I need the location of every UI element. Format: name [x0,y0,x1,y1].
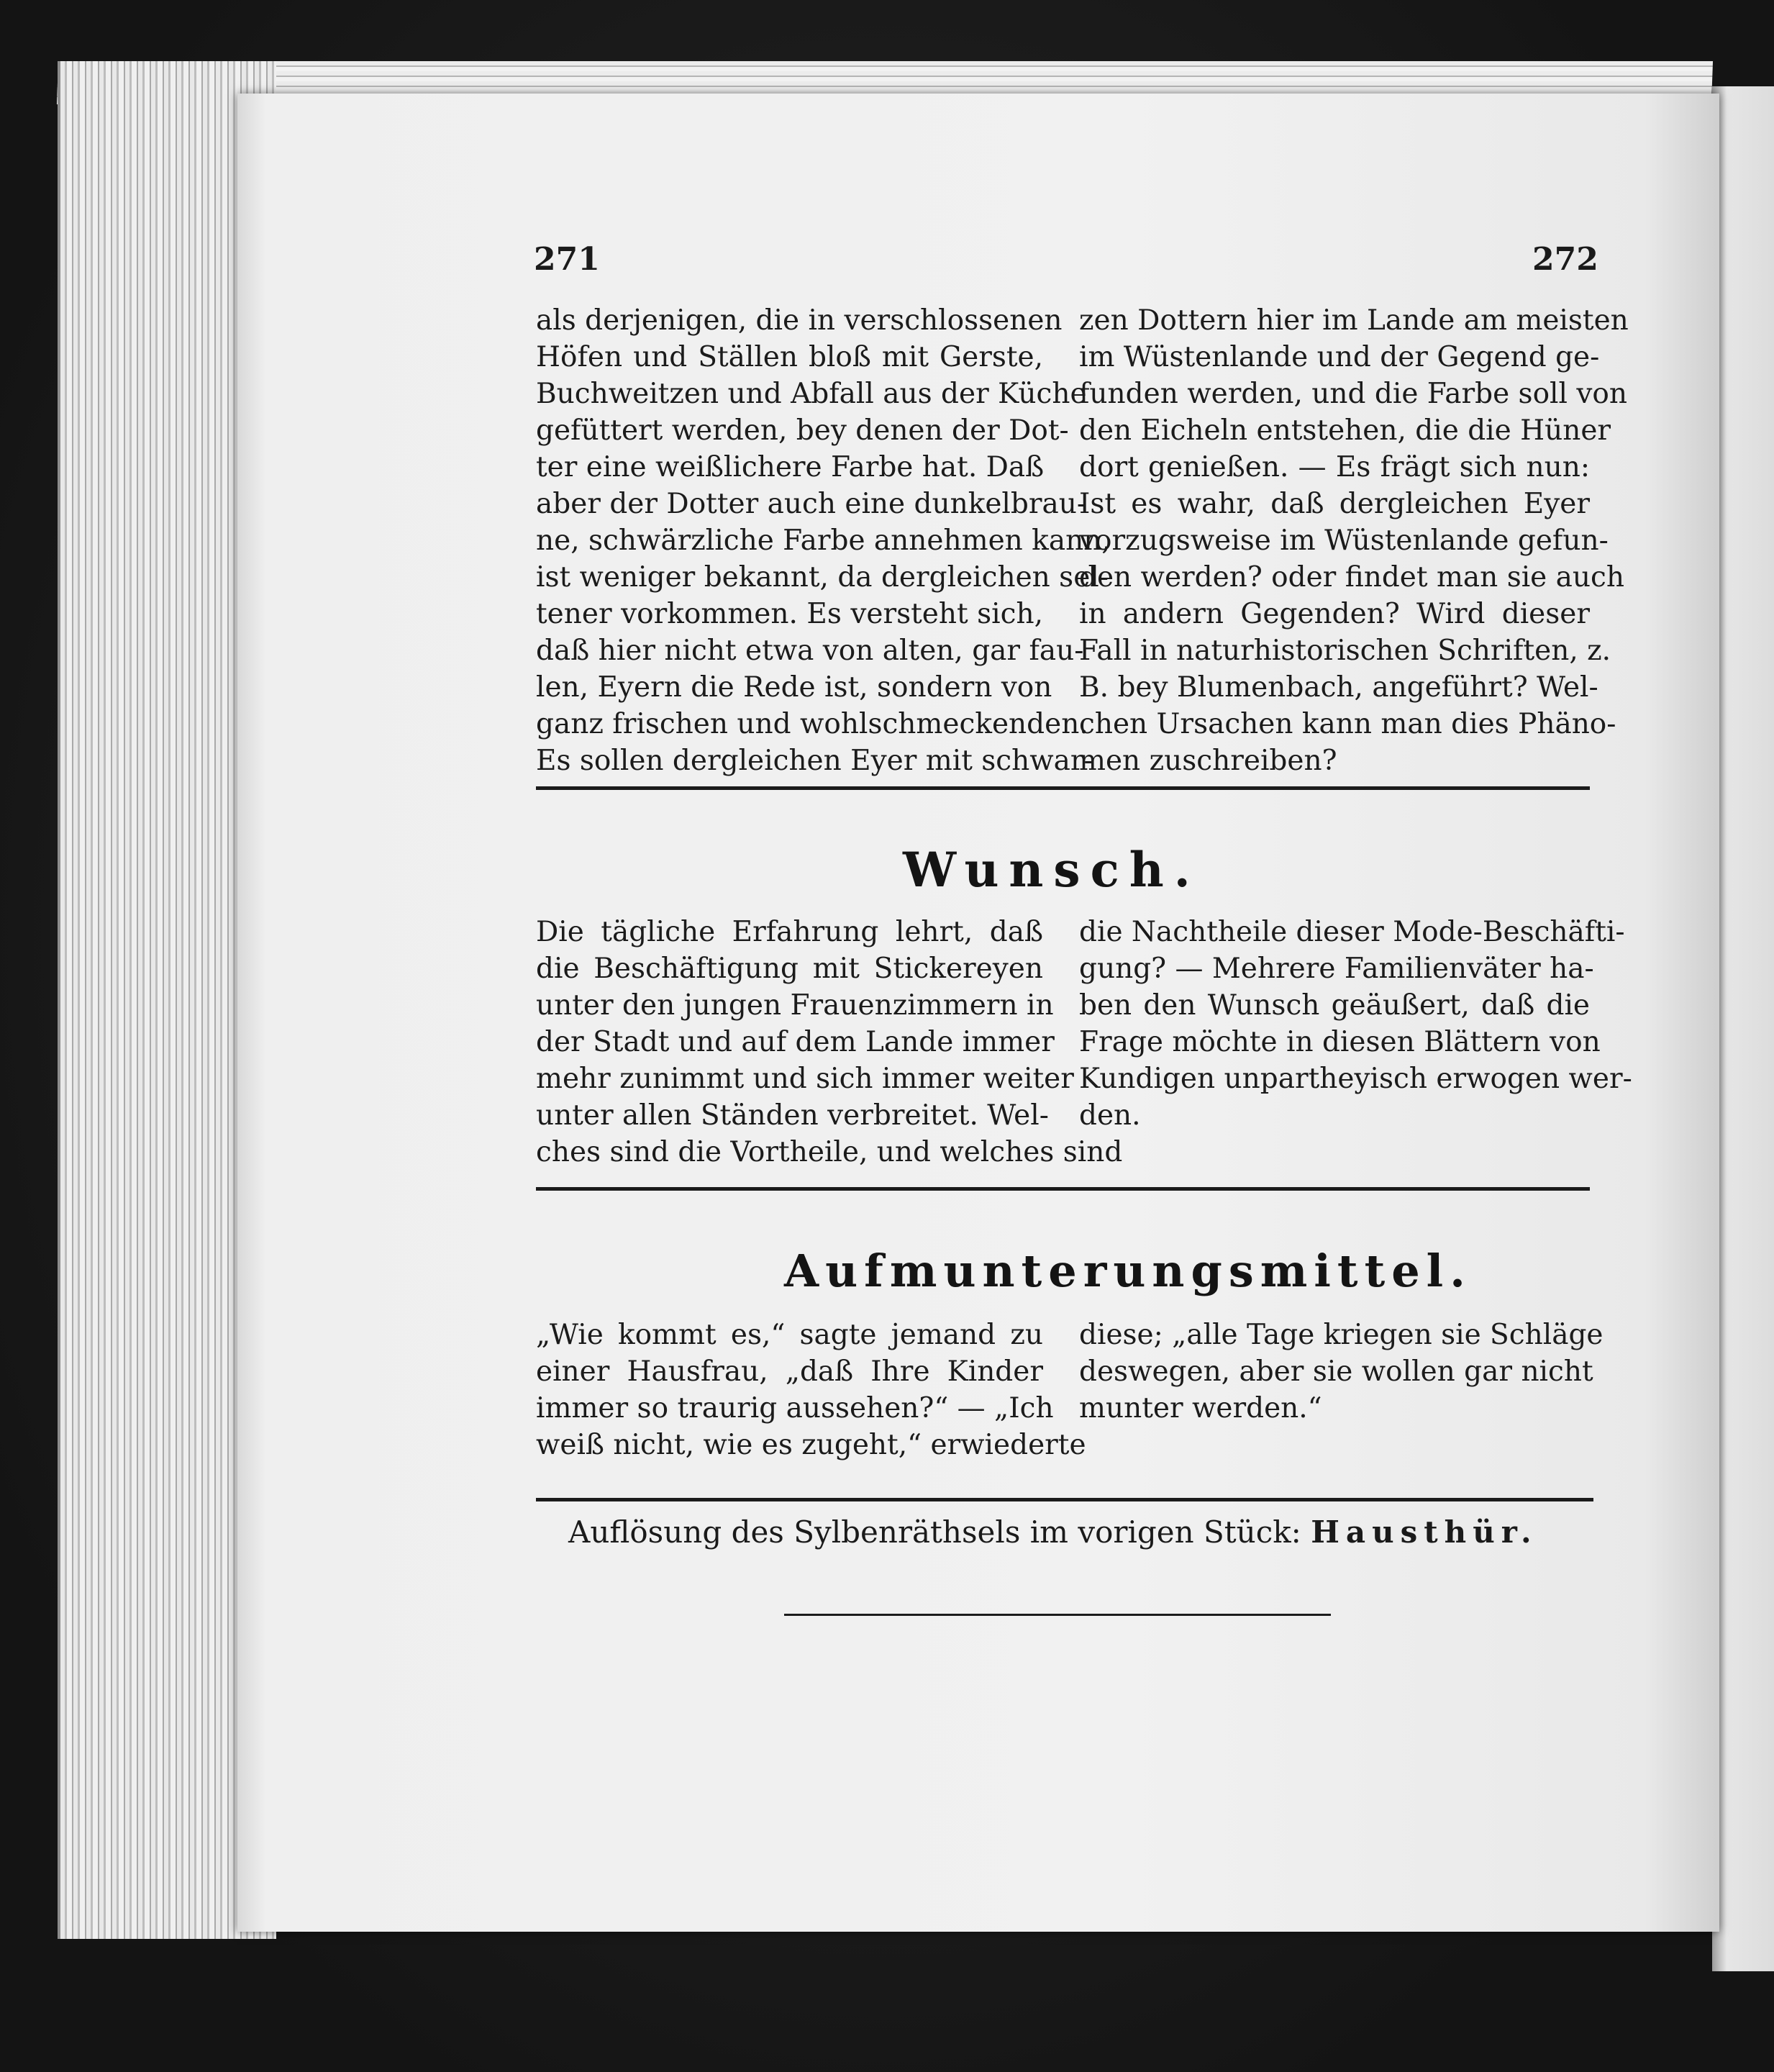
text-line: Buchweitzen und Abfall aus der Küche [536,378,1087,410]
text-line: ches sind die Vortheile, und welches sind [536,1136,1123,1168]
text-line: ist weniger bekannt, da dergleichen sel- [536,561,1109,594]
riddle-answer-solution: Hausthür. [1311,1514,1538,1550]
text-line: die Beschäftigung mit Stickereyen [536,953,1043,985]
intro-column-left [536,302,1111,779]
text-line: immer so traurig aussehen?“ — „Ich [536,1392,1054,1424]
text-line: diese; „alle Tage kriegen sie Schläge [1079,1319,1604,1351]
text-line: daß hier nicht etwa von alten, gar fau- [536,635,1084,667]
end-rule [784,1614,1331,1616]
wunsch-column-left [536,914,1123,1171]
text-line: den Eicheln entstehen, die die Hüner [1079,414,1611,447]
text-line: der Stadt und auf dem Lande immer [536,1026,1055,1058]
text-line: gung? — Mehrere Familienväter ha- [1079,953,1594,985]
text-line: „Wie kommt es,“ sagte jemand zu [536,1319,1043,1351]
text-line: als derjenigen, die in verschlossenen [536,304,1063,337]
text-line: Die tägliche Erfahrung lehrt, daß [536,916,1043,948]
text-line: dort genießen. — Es frägt sich nun: [1079,451,1590,483]
text-line: ganz frischen und wohlschmeckenden. [536,708,1088,740]
text-line: Fall in naturhistorischen Schriften, z. [1079,635,1611,667]
section-divider [536,1187,1590,1191]
text-line: Höfen und Ställen bloß mit Gerste, [536,341,1043,373]
intro-column-right [1079,302,1629,779]
page-number-right: 272 [1532,241,1598,278]
text-line: len, Eyern die Rede ist, sondern von [536,671,1052,704]
text-line: chen Ursachen kann man dies Phäno- [1079,708,1616,740]
text-line: B. bey Blumenbach, angeführt? Wel- [1079,671,1598,704]
text-line: die Nachtheile dieser Mode-Beschäfti- [1079,916,1625,948]
wunsch-column-right [1079,914,1632,1134]
text-line: ter eine weißlichere Farbe hat. Daß [536,451,1045,483]
text-line: unter allen Ständen verbreitet. Wel- [536,1099,1049,1132]
text-line: gefüttert werden, bey denen der Dot- [536,414,1069,447]
aufmunterung-column-left [536,1317,1086,1463]
text-line: tener vorkommen. Es versteht sich, [536,598,1043,630]
text-line: deswegen, aber sie wollen gar nicht [1079,1355,1593,1388]
page-number-left: 271 [534,241,600,278]
text-line: munter werden.“ [1079,1392,1322,1424]
text-line: zen Dottern hier im Lande am meisten [1079,304,1629,337]
text-line: einer Hausfrau, „daß Ihre Kinder [536,1355,1043,1388]
text-line: aber der Dotter auch eine dunkelbrau- [536,488,1087,520]
section-heading-wunsch: Wunsch. [903,842,1201,898]
riddle-answer-prefix: Auflösung des Sylbenräthsels im vorigen Stück: [568,1514,1301,1550]
text-line: ben den Wunsch geäußert, daß die [1079,989,1590,1022]
text-line: Es sollen dergleichen Eyer mit schwar- [536,745,1093,777]
text-line: Kundigen unpartheyisch erwogen wer- [1079,1063,1632,1095]
section-divider [536,786,1590,790]
text-line: den. [1079,1099,1141,1132]
text-line: Frage möchte in diesen Blättern von [1079,1026,1601,1058]
text-line: ne, schwärzliche Farbe annehmen kann, [536,524,1111,557]
text-line: vorzugsweise im Wüstenlande gefun- [1079,524,1609,557]
next-page-edge [1712,86,1774,1971]
text-line: weiß nicht, wie es zugeht,“ erwiederte [536,1429,1086,1461]
text-line: den werden? oder findet man sie auch [1079,561,1624,594]
text-line: funden werden, und die Farbe soll von [1079,378,1628,410]
riddle-answer-line [568,1514,1538,1550]
section-divider [536,1498,1593,1501]
aufmunterung-column-right [1079,1317,1604,1427]
text-line: unter den jungen Frauenzimmern in [536,989,1054,1022]
text-line: im Wüstenlande und der Gegend ge- [1079,341,1600,373]
section-heading-aufmunterungsmittel: Aufmunterungsmittel. [784,1245,1472,1297]
text-line: in andern Gegenden? Wird dieser [1079,598,1590,630]
text-line: mehr zunimmt und sich immer weiter [536,1063,1074,1095]
text-line: Ist es wahr, daß dergleichen Eyer [1079,488,1590,520]
text-line: men zuschreiben? [1079,745,1337,777]
